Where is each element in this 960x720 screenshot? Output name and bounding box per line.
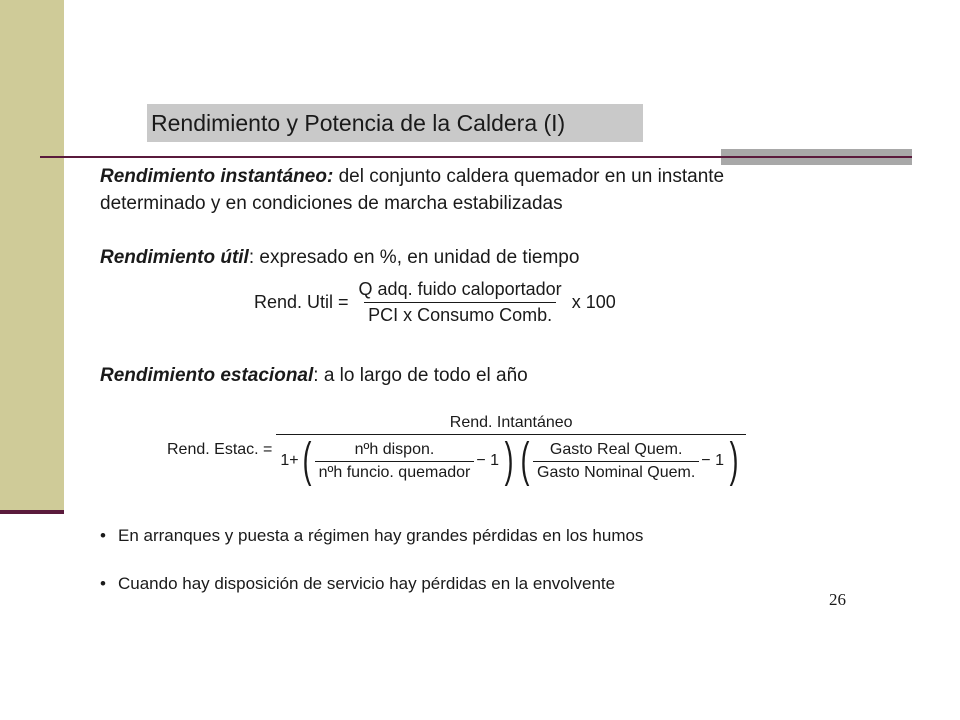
- bullet-dot-1: •: [100, 526, 106, 545]
- side-decor-bar: [0, 0, 64, 512]
- formula-rend-estac: [167, 414, 746, 485]
- paragraph-estacional: [100, 362, 528, 389]
- text-instantaneo-2: determinado y en condiciones de marcha estabilizadas: [100, 193, 563, 214]
- term-util: Rendimiento útil: [100, 247, 249, 268]
- side-decor-rule: [0, 510, 64, 514]
- right-paren-b: ): [729, 434, 739, 487]
- text-estacional: : a lo largo de todo el año: [313, 365, 528, 386]
- formula1-denominator: PCI x Consumo Comb.: [364, 302, 556, 326]
- formula2-a-den: nºh funcio. quemador: [315, 461, 475, 482]
- formula1-fraction: [355, 279, 566, 326]
- bullet-item-2: [100, 574, 615, 594]
- slide-title: Rendimiento y Potencia de la Caldera (I): [147, 104, 643, 142]
- page-number: 26: [829, 590, 846, 609]
- paragraph-util: [100, 244, 579, 271]
- left-paren-a: (: [302, 434, 312, 487]
- formula1-numerator: Q adq. fuido caloportador: [358, 279, 562, 299]
- formula2-denominator: [276, 434, 746, 485]
- formula2-one-plus: 1+: [280, 452, 299, 469]
- formula-rend-util: [254, 279, 616, 326]
- formula2-minus-one-a: − 1: [476, 452, 500, 469]
- formula2-frac-a: [315, 441, 475, 482]
- text-util: : expresado en %, en unidad de tiempo: [248, 247, 580, 268]
- formula2-b-den: Gasto Nominal Quem.: [533, 461, 699, 482]
- right-paren-a: ): [504, 434, 514, 487]
- left-paren-b: (: [520, 434, 530, 487]
- formula2-b-num: Gasto Real Quem.: [549, 440, 683, 458]
- accent-bar-rule: [721, 156, 912, 158]
- formula2-lhs: Rend. Estac. =: [167, 440, 273, 458]
- bullet-item-1: [100, 526, 643, 546]
- bullet-text-1: En arranques y puesta a régimen hay grandes pérdidas en los humos: [118, 526, 644, 545]
- formula1-tail: x 100: [571, 292, 616, 312]
- term-estacional: Rendimiento estacional: [100, 365, 314, 386]
- formula2-numerator: Rend. Intantáneo: [449, 414, 573, 431]
- bullet-dot-2: •: [100, 574, 106, 593]
- formula2-minus-one-b: − 1: [701, 452, 724, 469]
- text-instantaneo-1: del conjunto caldera quemador en un instante: [333, 166, 725, 187]
- formula2-fraction: [276, 414, 746, 485]
- formula2-a-num: nºh dispon.: [354, 440, 435, 458]
- bullet-text-2: Cuando hay disposición de servicio hay pérdidas en la envolvente: [118, 574, 616, 593]
- formula2-frac-b: [533, 441, 699, 482]
- paragraph-instantaneo: [100, 163, 724, 217]
- term-instantaneo: Rendimiento instantáneo:: [100, 166, 334, 187]
- formula1-lhs: Rend. Util =: [254, 292, 349, 312]
